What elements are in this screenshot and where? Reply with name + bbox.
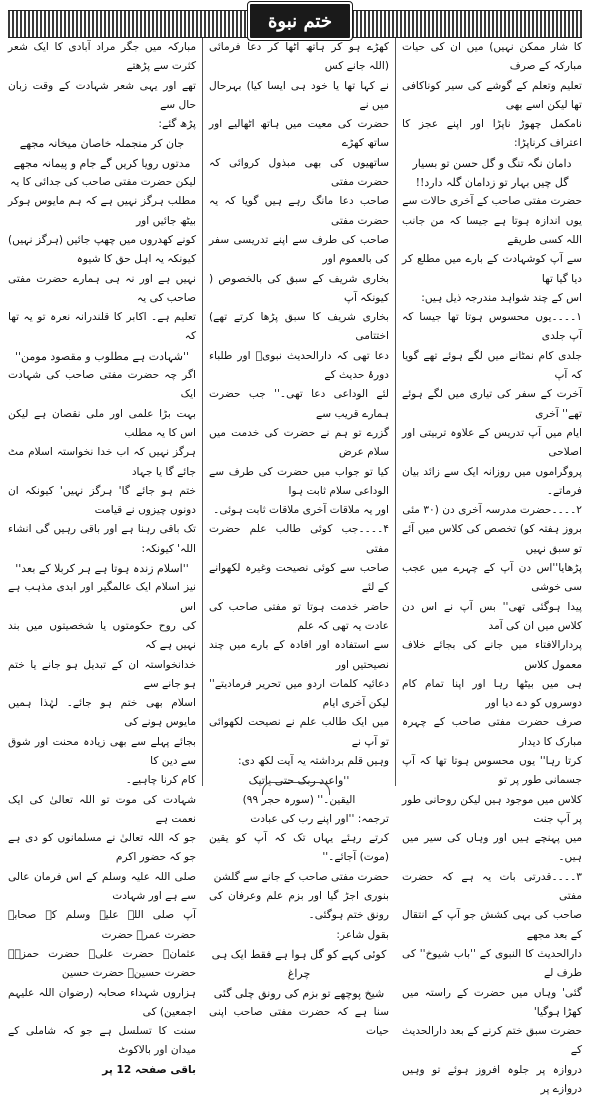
text-line: بروز ہفتہ کو) تخصص کی کلاس میں آئے تو سبق نہیں — [402, 523, 582, 555]
text-line: آپ صلی اللہ علیہ وسلم کے صحابہ حضرت عمرؓ حضرت — [8, 909, 196, 941]
text-line: پردارالافتاء میں جانے کی بجائے خلاف معمول کلاس — [402, 639, 582, 671]
text-line: لئے الوداعی دعا تھی۔'' جب حضرت ہمارے قریب سے — [209, 388, 389, 420]
text-line: بخاری شریف کا سبق پڑھا کرتے تھے) اختتامی — [209, 311, 389, 343]
text-line: گل چیں بہار تو زدامان گلہ دارد!! — [415, 176, 569, 190]
column-divider — [395, 38, 396, 786]
text-line: نامکمل چھوڑ ناپڑا اور اپنے عجز کا اعتراف کرناپڑا: — [402, 118, 582, 150]
text-line: حضرت سبق ختم کرنے کے بعد دارالحدیث کے — [402, 1025, 582, 1057]
text-line: ترجمہ: ''اور اپنے رب کی عبادت — [250, 812, 389, 825]
text-line: دروازہ پر جلوہ افروز ہوئے تو وہیں دروازے پر — [402, 1063, 582, 1096]
text-line: صلی اللہ علیہ وسلم کے اس فرمان عالی سے ہے اور شہادت — [8, 870, 196, 903]
text-line: ہزاروں شہداء صحابہ (رضوان اللہ علیہم اجمعین) کی — [8, 986, 196, 1018]
text-line: بجائے پہلے سے بھی زیادہ محنت اور شوق سے دین کا — [8, 735, 196, 767]
text-line: خدانخواستہ ان کے تبدیل ہو جانے یا ختم ہو جانے سے — [8, 658, 196, 690]
text-line: شہادت کی موت تو اللہ تعالیٰ کی ایک نعمت ہے — [8, 793, 196, 825]
text-line: آخرت کے سفر کی تیاری میں لگے ہوئے تھے'' آخری — [402, 388, 582, 420]
text-line: ختم ہو جائے گا' ہرگز نہیں' کیونکہ ان دونوں چیزوں نے قیامت — [8, 484, 196, 517]
text-line: سنا ہے کہ حضرت مفتی صاحب اپنی حیات — [209, 1005, 389, 1038]
text-line: پڑھایا''اس دن آپ کے چہرے میں عجب سی خوشی — [402, 562, 582, 594]
text-line: سے آپ کوشہادت کے بارے میں مطلع کر دیا گیا تھا — [402, 253, 582, 285]
text-line: یوں اندازہ ہوتا ہے جیسا کہ من جانب اللہ کسی طریقے — [402, 214, 582, 246]
text-line: الیقین۔'' (سورہ حجر ۹۹) — [242, 793, 356, 806]
text-line: کی روح حکومتوں یا شخصیتوں میں بند نہیں ہے کہ — [8, 619, 196, 652]
text-line: تھے اور یہی شعر شہادت کے وقت زبان حال سے — [8, 79, 196, 111]
text-line: دعائیہ کلمات اردو میں تحریر فرمادیتے'' لیکن آخری ایام — [209, 677, 389, 710]
text-line: سنت کا تسلسل ہے جو کہ شاملی کے میدان اور بالاکوٹ — [8, 1025, 196, 1057]
text-line: کرتے رہئے یہاں تک کہ آپ کو یقین (موت) آجائے۔'' — [209, 832, 389, 864]
footer-ornament — [262, 782, 330, 795]
text-line: تعلیم ہے۔ اکابر کا قلندرانہ نعرہ تو یہ تھا کہ — [8, 311, 196, 343]
text-line: اگر چہ حضرت مفتی صاحب کی شہادت ایک — [8, 369, 196, 401]
text-line: صاحب سے کوئی نصیحت وغیرہ لکھوانے کے لئے — [209, 562, 389, 594]
page-title: ختم نبوة — [248, 2, 352, 40]
text-line: کونے کھدروں میں چھپ جائیں (ہرگز نہیں) کیونکہ یہ اہل حق کا شیوہ — [8, 233, 196, 266]
text-line: کام کرنا چاہیے۔ — [125, 774, 196, 787]
text-line: صاحب کی طرف سے اپنے تدریسی سفر کی بالعموم اور — [209, 233, 389, 266]
text-line: کا شار ممکن نہیں) میں ان کی حیات مبارکہ کے صرف — [402, 41, 582, 73]
text-line: باقی صفحہ 12 پر — [102, 1063, 196, 1076]
text-line: میں ایک طالب علم نے نصیحت لکھوائی تو آپ نے — [209, 716, 389, 748]
text-line: ساتھیوں کی بھی مبذول کروائی کہ حضرت مفتی — [209, 156, 389, 189]
text-line: جلدی کام نمٹانے میں لگے ہوئے تھے گویا کہ آپ — [402, 349, 582, 382]
text-line: بقول شاعر: — [336, 928, 389, 941]
text-line: کوئی کہے کو گل ہوا ہے فقط ایک ہی چراغ — [211, 947, 387, 981]
text-line: جان کر منجملہ خاصان میخانہ مجھے — [19, 137, 185, 151]
text-line: کرتا رہا'' یوں محسوس ہوتا تھا کہ آپ جسمانی طور پر تو — [402, 754, 582, 787]
text-line: نیز اسلام ایک عالمگیر اور ابدی مذہب ہے اس — [8, 581, 196, 613]
article-body — [8, 38, 582, 1096]
text-line: پیدا ہوگئی تھی'' بس آپ نے اس دن کلاس میں ان کی آمد — [402, 600, 582, 632]
text-line: کلاس میں موجود ہیں لیکن روحانی طور پر آپ جنت — [402, 793, 582, 825]
text-line: مبارکہ میں جگر مراد آبادی کا ایک شعر کثرت سے پڑھتے — [8, 41, 196, 73]
text-line: گئی' وہاں میں حضرت کے راستہ میں کھڑا ہوگیا' — [402, 986, 582, 1018]
text-line: کھڑے ہو کر ہاتھ اٹھا کر دعا فرمائی (اللہ جانے کس — [209, 41, 389, 73]
text-line: تک باقی رہنا ہے اور باقی رہیں گی انشاء اللہ' کیونکہ: — [8, 523, 196, 555]
text-line: میں پہنچے ہیں اور وہاں کی سیر میں ہیں۔ — [402, 832, 582, 864]
text-line: مدتوں رویا کریں گے جام و پیمانہ مجھے — [13, 156, 191, 170]
text-line: گزرے تو ہم نے حضرت کی خدمت میں سلام عرض — [209, 426, 389, 459]
text-line: نے کہا تھا یا خود ہی ایسا کیا) بہرحال میں نے — [209, 79, 389, 111]
text-line: وہیں قلم برداشتہ یہ آیت لکھ دی: — [238, 754, 389, 767]
text-line: عثمانؓ حضرت علیؓ حضرت حمزہؓ حضرت حسینؓ حضرت حسین — [8, 947, 196, 980]
text-line: اور یہ ملاقات آخری ملاقات ثابت ہوئی۔ — [213, 504, 389, 517]
text-line: ۲۔۔۔۔حضرت مدرسہ آخری دن (۳۰ مئی — [402, 504, 582, 517]
text-line: حضرت مفتی صاحب کے آخری حالات سے — [402, 195, 582, 208]
text-line: حضرت کی معیت میں ہاتھ اٹھالیے اور ساتھ کھڑے — [209, 118, 389, 150]
text-line: اس کے چند شواہد مندرجہ ذیل ہیں: — [421, 291, 582, 304]
text-line: صاحب دعا مانگ رہے ہیں گویا کہ یہ حضرت مفتی — [209, 195, 389, 227]
text-line: ایام میں آپ تدریس کے علاوہ تربیتی اور اصلاحی — [402, 426, 582, 459]
text-line: ''اسلام زندہ ہوتا ہے ہر کربلا کے بعد'' — [15, 562, 189, 576]
text-line: جو کہ اللہ تعالیٰ نے مسلمانوں کو دی ہے جو کہ حضور اکرم — [8, 832, 196, 864]
text-line: مطلب ہرگز نہیں ہے کہ ہم مایوس ہوکر بیٹھ جائیں اور — [8, 195, 196, 227]
text-line: پڑھ گئے: — [158, 118, 196, 131]
text-line: اسلام بھی ختم ہو جائے۔ لہٰذا ہمیں مایوس ہونے کی — [8, 697, 196, 729]
text-line: ۴۔۔۔۔جب کوئی طالب علم حضرت مفتی — [209, 523, 389, 555]
text-line: حضرت مفتی صاحب کے جانے سے گلشن — [213, 870, 389, 883]
text-line: ''شہادت ہے مطلوب و مقصود مومن'' — [14, 349, 190, 363]
text-line: نہیں ہے اور نہ ہی ہمارے حضرت مفتی صاحب کی یہ — [8, 272, 196, 304]
text-line: دعا تھی کہ دارالحدیث نبویؐ اور طلباء دورۂ حدیث کے — [209, 349, 389, 382]
text-line: شیخ پوچھے تو بزم کی رونق چلی گئی — [213, 986, 385, 1000]
text-line: لیکن حضرت مفتی صاحب کی جدائی کا یہ — [10, 176, 196, 189]
text-line: تعلیم وتعلم کے گوشے کی سیر کوناکافی تھا لیکن اسے بھی — [402, 79, 582, 111]
text-line: سے استفادہ اور افادہ کے بارے میں چند نصیحتیں اور — [209, 639, 389, 671]
column-left — [8, 38, 196, 1076]
text-line: پروگراموں میں روزانہ ایک سے زائد بیان فرماتے۔ — [402, 465, 582, 497]
text-line: بنوری اجڑ گیا اور بزم علم وعرفان کی رونق ختم ہوگئی۔ — [209, 890, 389, 922]
text-line: ہی میں بیٹھا رہا اور اپنا تمام کام دوسروں کو دے دیا اور — [402, 677, 582, 710]
text-line: دارالحدیث کا النبوی کے ''باب شیوخ'' کی طرف لے — [402, 947, 582, 980]
column-divider — [202, 38, 203, 786]
text-line: بخاری شریف کے سبق کی بالخصوص ( کیونکہ آپ — [209, 272, 389, 304]
text-line: کیا تو جواب میں حضرت کی طرف سے الوداعی سلام ثابت ہوا — [209, 465, 389, 497]
text-line: ''واعبد ربک حتی یاتیک — [248, 774, 350, 788]
text-line: صرف حضرت مفتی صاحب کے چہرہ مبارک کا دیدار — [402, 716, 582, 748]
text-line: صاحب کی بہی کشش جو آپ کے انتقال کے بعد مجھے — [402, 909, 582, 941]
text-line: ۳۔۔۔۔قدرتی بات یہ ہے کہ حضرت مفتی — [402, 870, 582, 903]
text-line: دامان نگہ تنگ و گل حسن تو بسیار — [412, 156, 572, 170]
column-middle — [209, 38, 389, 1038]
text-line: ۱۔۔۔۔یوں محسوس ہوتا تھا جیسا کہ آپ جلدی — [402, 311, 582, 343]
text-line: بہت بڑا علمی اور ملی نقصان ہے لیکن اس کا یہ مطلب — [8, 407, 196, 439]
column-right — [402, 38, 582, 1096]
text-line: ہرگز نہیں کہ اب خدا نخواستہ اسلام مٹ جائے گا یا جہاد — [8, 446, 196, 478]
text-line: حاضر خدمت ہوتا تو مفتی صاحب کی عادت یہ تھی کہ علم — [209, 600, 389, 632]
